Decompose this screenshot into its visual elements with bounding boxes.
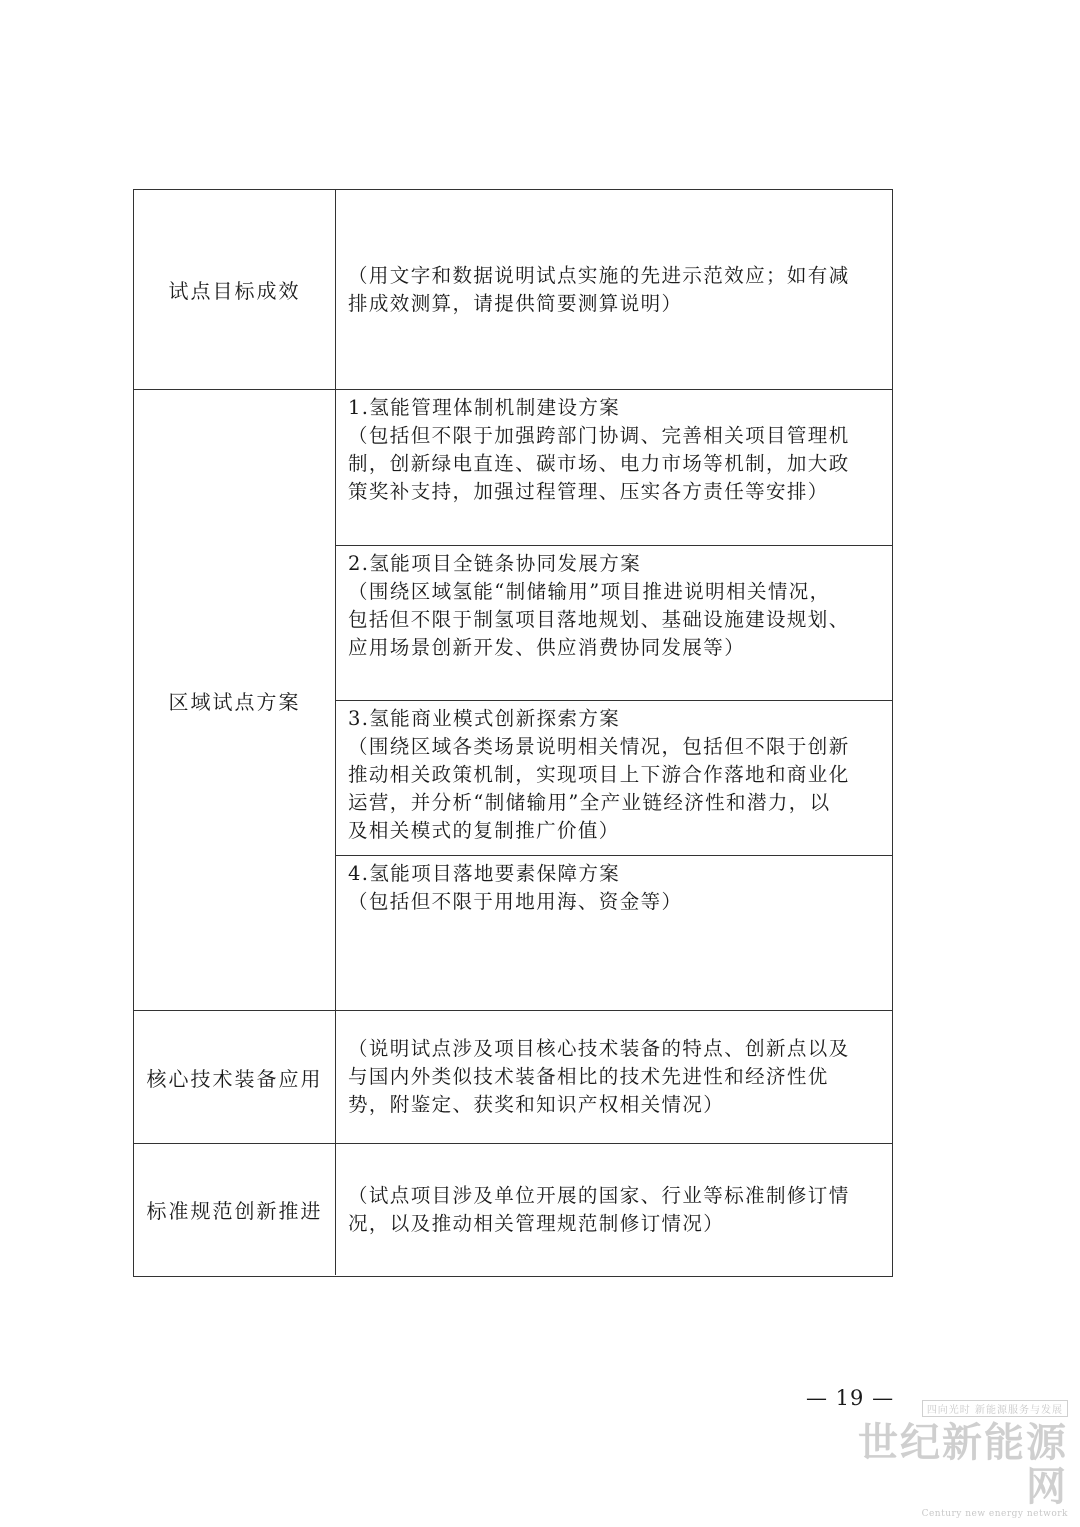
row-content-core-tech xyxy=(336,1011,892,1143)
row-content-regional-plan xyxy=(336,390,892,1010)
table-row-pilot-goals xyxy=(134,190,892,389)
watermark-english: Century new energy network xyxy=(921,1509,1068,1519)
content-line: 包括但不限于制氢项目落地规划、基础设施建设规划、 xyxy=(348,608,850,631)
table-row-regional-plan xyxy=(134,389,892,1010)
content-line: （试点项目涉及单位开展的国家、行业等标准制修订情 xyxy=(348,1183,850,1207)
sub-title: 3.氢能商业模式创新探索方案 xyxy=(348,707,621,730)
sub-section-4 xyxy=(336,855,892,1011)
watermark-title: 世纪新能源网 xyxy=(858,1419,1068,1510)
row-label-pilot-goals: 试点目标成效 xyxy=(134,190,336,389)
sub-section-1 xyxy=(336,390,892,545)
content-line: 势，附鉴定、获奖和知识产权相关情况） xyxy=(348,1093,725,1116)
content-line: 与国内外类似技术装备相比的技术先进性和经济性优 xyxy=(348,1065,829,1088)
sub-title: 1.氢能管理体制机制建设方案 xyxy=(348,396,621,419)
row-content-standards xyxy=(336,1144,892,1275)
table-row-standards xyxy=(134,1143,892,1275)
row-label-regional-plan: 区域试点方案 xyxy=(134,390,336,1010)
page-number: — 19 — xyxy=(806,1386,895,1410)
sub-section-2 xyxy=(336,545,892,700)
content-line: （围绕区域各类场景说明相关情况，包括但不限于创新 xyxy=(348,735,850,758)
content-line: 推动相关政策机制，实现项目上下游合作落地和商业化 xyxy=(348,763,850,786)
content-line: 运营，并分析“制储输用”全产业链经济性和潜力，以 xyxy=(348,791,831,814)
content-line: （说明试点涉及项目核心技术装备的特点、创新点以及 xyxy=(348,1037,850,1060)
content-line: （包括但不限于加强跨部门协调、完善相关项目管理机 xyxy=(348,424,850,447)
content-line: 排成效测算，请提供简要测算说明） xyxy=(348,291,683,315)
sub-title: 2.氢能项目全链条协同发展方案 xyxy=(348,552,642,575)
sub-title: 4.氢能项目落地要素保障方案 xyxy=(348,862,621,885)
content-line: 及相关模式的复制推广价值） xyxy=(348,819,620,842)
application-form-table xyxy=(133,189,893,1277)
content-line: 应用场景创新开发、供应消费协同发展等） xyxy=(348,636,746,659)
content-line: （用文字和数据说明试点实施的先进示范效应；如有减 xyxy=(348,263,850,287)
row-label-core-tech: 核心技术装备应用 xyxy=(134,1011,336,1143)
content-line: 况，以及推动相关管理规范制修订情况） xyxy=(348,1211,725,1235)
content-line: （包括但不限于用地用海、资金等） xyxy=(348,890,683,913)
content-line: （围绕区域氢能“制储输用”项目推进说明相关情况， xyxy=(348,580,831,603)
row-content-pilot-goals xyxy=(336,190,892,389)
table-row-core-tech xyxy=(134,1010,892,1143)
watermark-tagline: 四向光时 新能源服务与发展 xyxy=(922,1400,1068,1417)
content-line: 策奖补支持，加强过程管理、压实各方责任等安排） xyxy=(348,480,829,503)
row-label-standards: 标准规范创新推进 xyxy=(134,1144,336,1275)
sub-section-3 xyxy=(336,700,892,855)
watermark-logo xyxy=(838,1398,1068,1519)
content-line: 制，创新绿电直连、碳市场、电力市场等机制，加大政 xyxy=(348,452,850,475)
